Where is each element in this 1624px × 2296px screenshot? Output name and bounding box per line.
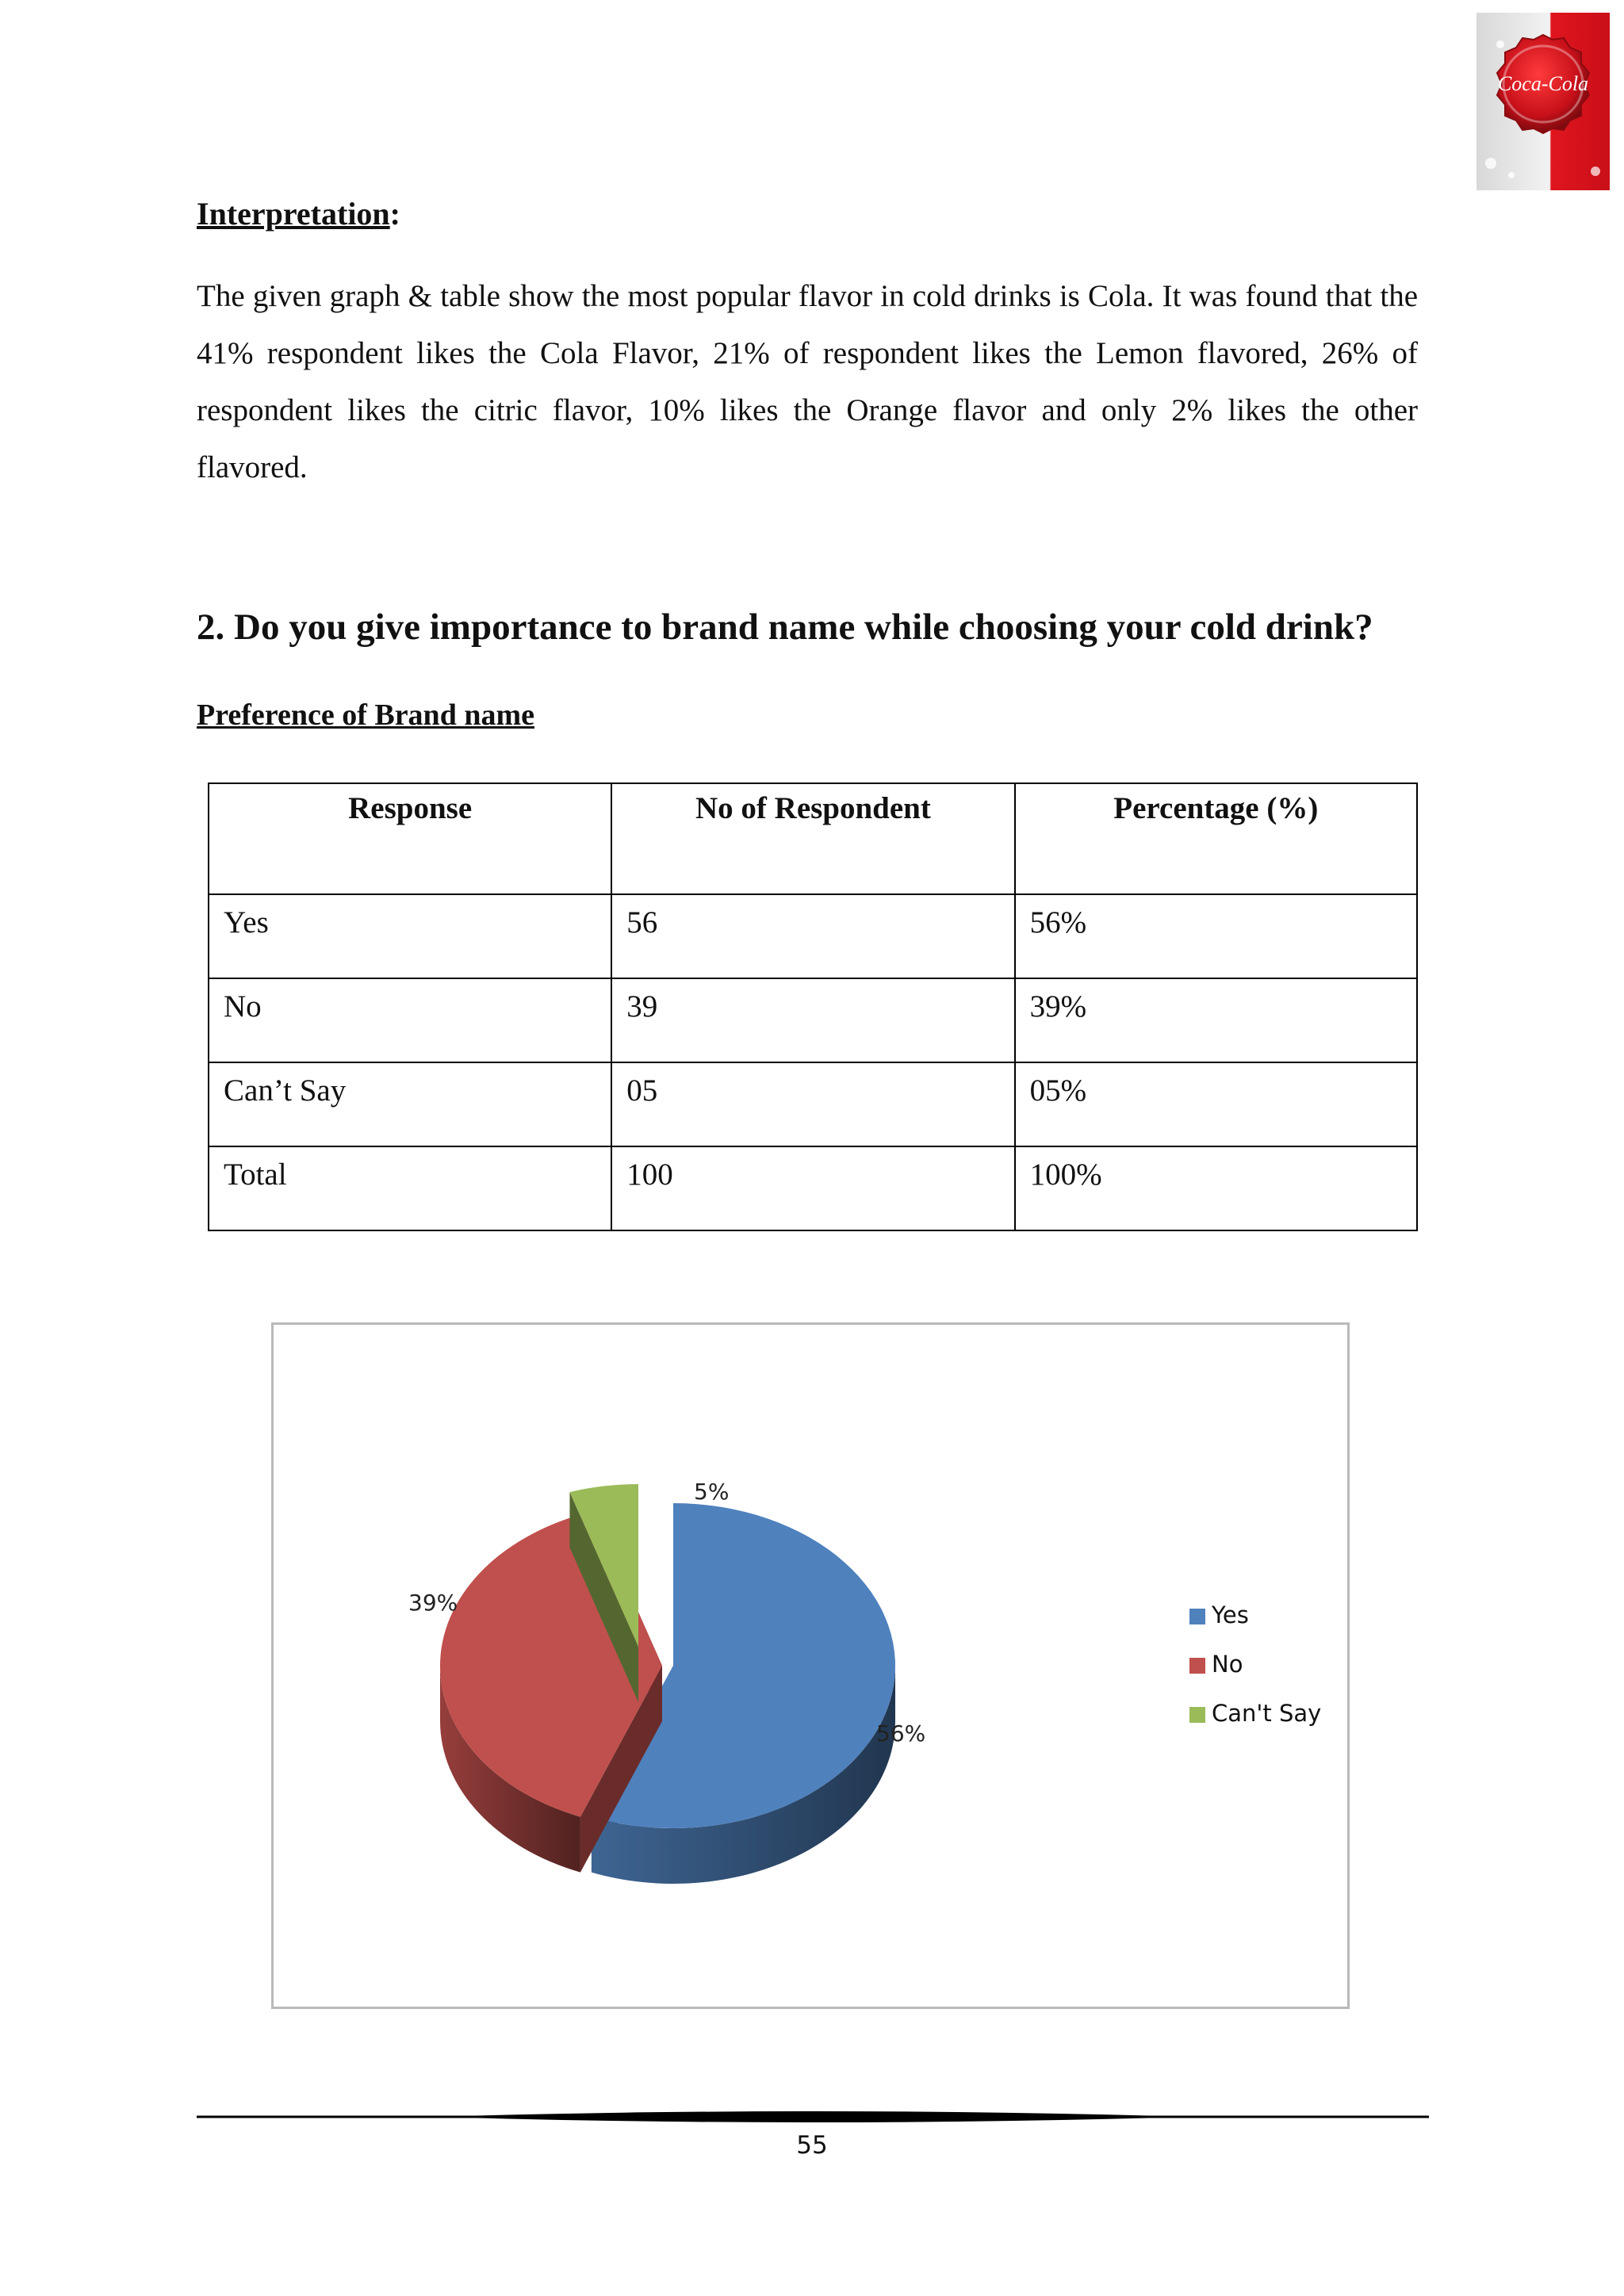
legend-swatch — [1189, 1707, 1205, 1723]
response-table — [208, 783, 1418, 1231]
column-header: Response — [209, 783, 611, 894]
legend-label: Yes — [1212, 1601, 1249, 1628]
table-cell: Total — [209, 1146, 611, 1230]
table-header-row — [209, 783, 1417, 894]
pie-data-label: 5% — [694, 1479, 730, 1505]
table-cell: 39 — [611, 978, 1014, 1062]
table-row — [209, 894, 1417, 978]
pie-chart — [271, 1322, 1350, 2009]
pie-chart-svg — [274, 1325, 1347, 2007]
legend-label: Can't Say — [1212, 1700, 1322, 1727]
table-cell: 05 — [611, 1062, 1014, 1146]
table-cell: 39% — [1015, 978, 1417, 1062]
coca-cola-logo — [1477, 13, 1610, 190]
table-row — [209, 1146, 1417, 1230]
pie-data-label: 56% — [876, 1720, 926, 1747]
logo-text: Coca-Cola — [1497, 72, 1589, 95]
table-cell: Yes — [209, 894, 611, 978]
table-cell: 56 — [611, 894, 1014, 978]
table-cell: 100 — [611, 1146, 1014, 1230]
table-title: Preference of Brand name — [197, 698, 534, 732]
interpretation-paragraph: The given graph & table show the most popular flavor in cold drinks is Cola. It was found that the 41% respondent likes the Cola Flavor, 21% of respondent likes the Lemon flavored, 26% of respondent likes the citric flavor, 10% likes the Orange flavor and only 2% likes the other flavored. — [197, 279, 1418, 484]
interpretation-heading: Interpretation: — [197, 196, 400, 232]
legend-swatch — [1189, 1658, 1205, 1674]
legend-swatch — [1189, 1609, 1205, 1624]
question-heading: 2. Do you give importance to brand name while choosing your cold drink? — [197, 607, 1373, 648]
column-header: Percentage (%) — [1015, 783, 1417, 894]
footer-divider — [197, 2109, 1429, 2128]
table-cell: No — [209, 978, 611, 1062]
pie-data-label: 39% — [408, 1590, 458, 1616]
table-row — [209, 978, 1417, 1062]
table-cell: Can’t Say — [209, 1062, 611, 1146]
table-row — [209, 1062, 1417, 1146]
page-number: 55 — [796, 2131, 828, 2160]
table-cell: 56% — [1015, 894, 1417, 978]
legend-label: No — [1212, 1651, 1243, 1678]
table-cell: 05% — [1015, 1062, 1417, 1146]
column-header: No of Respondent — [611, 783, 1014, 894]
table-cell: 100% — [1015, 1146, 1417, 1230]
